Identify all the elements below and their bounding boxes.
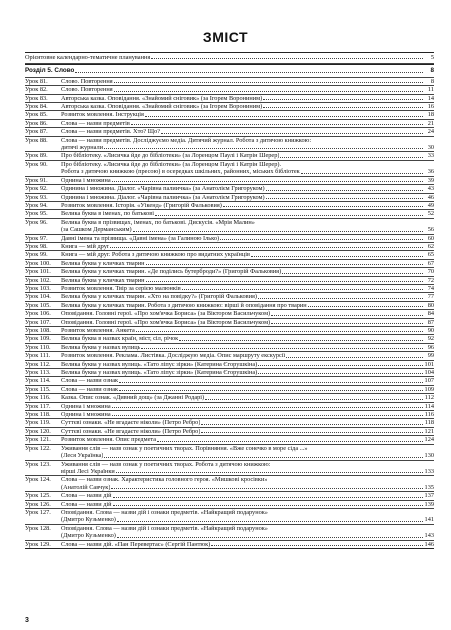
- lesson-number: Урок 91.: [25, 176, 48, 184]
- toc-entry: [25, 53, 434, 64]
- dot-leader: [113, 505, 423, 506]
- toc-entry: [25, 194, 434, 202]
- dot-leader: [111, 488, 423, 489]
- dot-leader: [263, 99, 423, 100]
- entry-title: Оповідання. Слова — назви дій і ознаки предметів. «Найкращий подарунок»: [61, 508, 268, 516]
- page-ref: 8: [430, 77, 434, 85]
- lesson-number: Урок 101.: [25, 268, 51, 276]
- page-ref: 90: [427, 327, 434, 334]
- toc-entry: [25, 361, 434, 369]
- lesson-number: Урок 112.: [25, 360, 51, 368]
- dot-leader: [133, 231, 423, 232]
- dot-leader: [146, 264, 423, 265]
- dot-leader: [201, 432, 423, 433]
- dot-leader: [117, 537, 423, 538]
- entry-title: Однина і множина: [61, 402, 111, 410]
- page-ref: 11: [427, 86, 434, 94]
- page-ref: 33: [427, 152, 434, 160]
- page-ref: 5: [430, 54, 434, 61]
- dot-leader: [113, 497, 423, 498]
- lesson-number: Урок 116.: [25, 394, 51, 402]
- dot-leader: [201, 424, 423, 425]
- page-ref: 43: [427, 185, 434, 193]
- page-ref: 118: [424, 419, 434, 427]
- entry-title: Оповідання. Головні герої. «Про хом'ячка Бориса» (за Віктором Васильчуком): [61, 310, 271, 318]
- entry-title: Розвиток мовлення. Опис предмета: [61, 436, 157, 444]
- dot-leader: [157, 441, 423, 442]
- toc-entry: [25, 268, 434, 276]
- dot-leader: [223, 206, 423, 207]
- toc-entry: [25, 476, 434, 492]
- dot-leader: [179, 340, 423, 341]
- lesson-number: Урок 85.: [25, 111, 48, 119]
- page-ref: 143: [424, 532, 434, 540]
- lesson-number: Урок 126.: [25, 500, 51, 508]
- toc-entry: [25, 128, 434, 136]
- entry-title: Оповідання. Слова — назви дій і ознаки предметів. «Найкращий подарунок»: [61, 524, 268, 532]
- entry-title: Про бібліотеку. «Лисичка йде до бібліотеки» (за Лоренцом Паулі і Катрін Шерер).: [61, 160, 282, 168]
- toc-entry: [25, 78, 434, 86]
- entry-title: (Дмитро Кузьменко): [61, 532, 116, 540]
- entry-title: Велика буква у кличках тварин. «Хто на повідку?» (Григорій Фальковия): [61, 293, 257, 301]
- entry-title: Велика буква у кличках тварин: [61, 259, 145, 267]
- page-ref: 80: [427, 301, 434, 309]
- entry-title: дитячі журнали: [61, 144, 104, 152]
- entry-title: Книга — мій друг: [61, 242, 110, 250]
- lesson-number: Урок 97.: [25, 234, 48, 242]
- lesson-number: Урок 114.: [25, 377, 51, 385]
- lesson-number: Урок 83.: [25, 94, 48, 102]
- dot-leader: [112, 415, 423, 416]
- entry-title: Слова — назви предметів: [61, 119, 130, 127]
- lesson-number: Урок 118.: [25, 411, 51, 419]
- page-ref: 109: [424, 385, 434, 393]
- lesson-number: Урок 110.: [25, 343, 51, 351]
- entry-title: Слово. Повторення: [61, 77, 113, 85]
- lesson-number: Урок 120.: [25, 427, 51, 435]
- entry-title: Розвиток мовлення. Реклама. Листівка. Досліджую медіа. Опис маршруту екскурсії: [61, 352, 286, 360]
- page-ref: 67: [427, 259, 434, 267]
- page-ref: 130: [424, 452, 434, 460]
- entry-title: Авторська казка. Оповідання. «Знайомий сніговик» (за Ігорем Ворониним): [61, 94, 263, 102]
- toc-entry: [25, 419, 434, 427]
- dot-leader: [251, 256, 423, 257]
- lesson-number: Урок 93.: [25, 193, 48, 201]
- lesson-number: Урок 125.: [25, 492, 51, 500]
- entry-title: Велика буква у назвах вулиць: [61, 343, 141, 351]
- dot-leader: [116, 472, 423, 473]
- page-ref: 139: [424, 500, 434, 508]
- dot-leader: [75, 72, 423, 73]
- entry-title: Слова — назви дій. «Пан Перевертас» (Сергій Пантюк): [61, 540, 211, 548]
- lesson-number: Урок 89.: [25, 152, 48, 160]
- lesson-number: Урок 105.: [25, 301, 51, 309]
- lesson-number: Урок 127.: [25, 508, 51, 516]
- page-ref: 74: [427, 284, 434, 292]
- lesson-number: Урок 119.: [25, 419, 51, 427]
- toc-entry: [25, 277, 434, 285]
- entry-title: Велика буква в назвах країн, міст, сіл, річок: [61, 335, 179, 343]
- entry-title: Давні імена та прізвища. «Давні імена» (за Галиною Ілько): [61, 234, 220, 242]
- dot-leader: [266, 190, 423, 191]
- lesson-number: Урок 117.: [25, 402, 51, 410]
- dot-leader: [220, 239, 423, 240]
- page-ref: 18: [427, 111, 434, 119]
- lesson-number: Урок 102.: [25, 276, 51, 284]
- entry-title: Велика буква в іменах, по батькові: [61, 210, 154, 218]
- lesson-number: Урок 84.: [25, 103, 48, 111]
- lesson-number: Урок 106.: [25, 310, 51, 318]
- dot-leader: [282, 273, 423, 274]
- page-ref: 135: [424, 483, 434, 491]
- entry-title: Слова — назви ознак: [61, 385, 119, 393]
- entry-title: Авторська казка. Оповідання. «Знайомий сніговик» (за Ігорем Ворониним): [61, 103, 263, 111]
- toc-entry: [25, 137, 434, 153]
- page-ref: 30: [427, 144, 434, 152]
- entry-title: Однина і множина: [61, 411, 111, 419]
- page-ref: 24: [427, 128, 434, 136]
- toc-entry: [25, 369, 434, 377]
- dot-leader: [263, 107, 423, 108]
- toc-entry: [25, 352, 434, 360]
- dot-leader: [205, 399, 423, 400]
- page-ref: 39: [427, 176, 434, 184]
- dot-leader: [280, 157, 423, 158]
- lesson-number: Урок 107.: [25, 318, 51, 326]
- dot-leader: [151, 58, 423, 59]
- entry-title: (Дмитро Кузьменко): [61, 516, 116, 524]
- lesson-number: Урок 104.: [25, 293, 51, 301]
- toc-entry: [25, 310, 434, 318]
- page-ref: 96: [427, 343, 434, 351]
- toc-entry: [25, 541, 434, 548]
- toc-entry: [25, 152, 434, 160]
- dot-leader: [136, 331, 423, 332]
- entry-title: Уживання слів — назв ознак у поетичних творах. Порівняння. «Вже сонечко в море сіда ...»: [61, 444, 308, 452]
- toc-entry: [25, 344, 434, 352]
- lesson-number: Урок 123.: [25, 460, 51, 468]
- entry-title: Одинина і множина. Діалог. «Чарівна палиичка» (за Анатолієм Григоруком): [61, 193, 265, 201]
- toc-entry: [25, 377, 434, 385]
- lesson-number: Урок 94.: [25, 201, 48, 209]
- dot-leader: [301, 173, 423, 174]
- page-ref: 146: [424, 540, 434, 548]
- dot-leader: [182, 289, 423, 290]
- page-ref: 87: [427, 318, 434, 326]
- lesson-number: Урок 92.: [25, 185, 48, 193]
- dot-leader: [286, 357, 423, 358]
- toc-entry: [25, 95, 434, 103]
- page-ref: 112: [424, 394, 434, 402]
- toc-entry: [25, 428, 434, 436]
- page-title: ЗМІСТ: [202, 29, 249, 45]
- entry-title: Розвиток мовлення. Інструкція: [61, 111, 144, 119]
- page-ref: 46: [427, 193, 434, 201]
- page-ref: 141: [424, 516, 434, 524]
- entry-title: Робота з дитячою книжкою (пресою) в осередках шкільних, районних, міських бібліотек: [61, 168, 300, 176]
- lesson-number: Урок 113.: [25, 369, 51, 377]
- entry-title: вірші Лесі Українки: [61, 467, 115, 475]
- toc-entry: [25, 411, 434, 419]
- entry-title: Велика буква у назвах вулиць. «Тато ліпус зірки» (Катерина Єгорушкіна): [61, 360, 258, 368]
- toc-entry: [25, 161, 434, 177]
- toc-entry: [25, 177, 434, 185]
- lesson-number: Урок 122.: [25, 444, 51, 452]
- toc-entry: [25, 103, 434, 111]
- lesson-number: Урок 109.: [25, 335, 51, 343]
- lesson-number: Урок 111.: [25, 352, 51, 360]
- toc-entry: [25, 86, 434, 94]
- lesson-number: Урок 124.: [25, 476, 51, 484]
- entry-title: Велика буква у назвах вулиць. «Тато ліпус зірки» (Катерина Єгорушкіна): [61, 369, 258, 377]
- page-ref: 49: [427, 201, 434, 209]
- lesson-number: Урок 82.: [25, 86, 48, 94]
- toc-entry: [25, 492, 434, 500]
- page-ref: 14: [427, 94, 434, 102]
- entry-title: Велика буква у кличках тварин. Робота з дитячою книжкою: вірші й оповідання про тварин: [61, 301, 307, 309]
- toc-entry: [25, 111, 434, 119]
- entry-title: (за Сашком Дерманським): [61, 226, 132, 234]
- lesson-number: Урок 115.: [25, 385, 51, 393]
- page-ref: 107: [424, 377, 434, 385]
- entry-title: Слово. Повторення: [61, 86, 113, 94]
- entry-title: Розвиток мовлення. Твір за серією малюнків: [61, 284, 181, 292]
- page-ref: 62: [427, 242, 434, 250]
- entry-title: Велика буква в прізвищах, іменах, по батькові. Дискусія. «Мрія Малин»: [61, 218, 255, 226]
- dot-leader: [308, 306, 423, 307]
- table-of-contents: [25, 52, 434, 549]
- entry-title: Орієнтовне календарно-тематичне планування: [25, 54, 151, 61]
- lesson-number: Урок 81.: [25, 77, 48, 85]
- dot-leader: [119, 382, 423, 383]
- toc-entry: [25, 335, 434, 343]
- dot-leader: [117, 521, 423, 522]
- toc-entry: [25, 202, 434, 210]
- entry-title: Слова — назви предметів. Хто? Що?: [61, 128, 161, 136]
- lesson-number: Урок 88.: [25, 136, 48, 144]
- entry-title: Слова — назви ознак. Характеристика головного героя. «Мишкові кросівки»: [61, 476, 268, 484]
- page-ref: 56: [427, 226, 434, 234]
- entry-title: Розвиток мовлення. Анкета: [61, 327, 135, 334]
- entry-title: Розділ 5. Слово: [25, 67, 75, 75]
- page-ref: 92: [427, 335, 434, 343]
- toc-entry: [25, 525, 434, 541]
- toc-entry: [25, 327, 434, 335]
- dot-leader: [271, 323, 423, 324]
- page-ref: 77: [427, 293, 434, 301]
- page-ref: 65: [427, 251, 434, 259]
- entry-title: Уживання слів — назв ознак у поетичних творах. Робота з дитячою книжкою:: [61, 460, 271, 468]
- toc-entry: [25, 461, 434, 477]
- toc-entry: [25, 386, 434, 394]
- dot-leader: [104, 457, 423, 458]
- entry-title: Слова — назви предметів. Досліджуємо медіа. Дитячий журнал. Робота з дитячою книжкою:: [61, 136, 312, 144]
- page-ref: 101: [424, 360, 434, 368]
- toc-entry: [25, 293, 434, 301]
- dot-leader: [114, 82, 423, 83]
- page-ref: 36: [427, 168, 434, 176]
- page-ref: 21: [427, 119, 434, 127]
- page-ref: 124: [424, 436, 434, 444]
- dot-leader: [258, 373, 423, 374]
- page-ref: 114: [424, 402, 434, 410]
- toc-entry: [25, 251, 434, 259]
- dot-leader: [131, 124, 423, 125]
- toc-entry: [25, 120, 434, 128]
- toc-entry: [25, 210, 434, 218]
- entry-title: Суттєві ознаки. «Не вгадаєте ніколи» (Петро Ребро): [61, 419, 201, 427]
- page-ref: 84: [427, 310, 434, 318]
- entry-title: Розвиток мовлення. Історія. «Уікенд» (Григорій Фальковия): [61, 201, 222, 209]
- entry-title: Велика буква у кличках тварин. «Де поділись бутерброди?» (Григорій Фальковия): [61, 268, 282, 276]
- entry-title: Однина і множина: [61, 176, 111, 184]
- dot-leader: [258, 298, 423, 299]
- dot-leader: [112, 407, 423, 408]
- dot-leader: [114, 91, 423, 92]
- dot-leader: [146, 281, 423, 282]
- section-heading: [25, 64, 434, 77]
- page-number: 3: [25, 617, 29, 624]
- page-ref: 8: [430, 67, 434, 75]
- lesson-number: Урок 108.: [25, 327, 51, 334]
- toc-entry: [25, 185, 434, 193]
- page-ref: 99: [427, 352, 434, 360]
- page-ref: 116: [424, 411, 434, 419]
- dot-leader: [161, 133, 423, 134]
- page-ref: 16: [427, 103, 434, 111]
- lesson-number: Урок 96.: [25, 218, 48, 226]
- entry-title: Про бібліотеку. «Лисичка йде до бібліотеки» (за Лоренцом Паулі і Катрін Шерер): [61, 152, 280, 160]
- entry-title: Велика буква у кличках тварин: [61, 276, 145, 284]
- toc-entry: [25, 235, 434, 243]
- lesson-number: Урок 100.: [25, 259, 51, 267]
- dot-leader: [211, 545, 423, 546]
- toc-entry: [25, 403, 434, 411]
- toc-entry: [25, 436, 434, 444]
- toc-entry: [25, 260, 434, 268]
- entry-title: Книга — мій друг. Робота з дитячою книжкою про видатних українців: [61, 251, 250, 259]
- toc-entry: [25, 285, 434, 293]
- entry-title: (Анатолій Савчук): [61, 483, 111, 491]
- toc-entry: [25, 219, 434, 235]
- lesson-number: Урок 98.: [25, 242, 48, 250]
- page-ref: 137: [424, 492, 434, 500]
- lesson-number: Урок 129.: [25, 540, 51, 548]
- page-ref: 60: [427, 234, 434, 242]
- toc-entry: [25, 319, 434, 327]
- entry-title: Слова — назви дій: [61, 492, 112, 500]
- toc-entry: [25, 394, 434, 402]
- page-ref: 70: [427, 268, 434, 276]
- entry-title: Одинина і множина. Діалог. «Чарівна палиичка» (за Анатолієм Григоруком): [61, 185, 265, 193]
- page-ref: 104: [424, 369, 434, 377]
- dot-leader: [266, 198, 423, 199]
- toc-entry: [25, 243, 434, 251]
- page-ref: 133: [424, 467, 434, 475]
- lesson-number: Урок 128.: [25, 524, 51, 532]
- entry-title: Суттєві ознаки. «Не вгадаєте ніколи» (Петро Ребро): [61, 427, 201, 435]
- dot-leader: [141, 348, 423, 349]
- lesson-number: Урок 87.: [25, 128, 48, 136]
- dot-leader: [271, 315, 423, 316]
- dot-leader: [145, 116, 423, 117]
- dot-leader: [110, 247, 423, 248]
- dot-leader: [119, 390, 423, 391]
- lesson-number: Урок 90.: [25, 160, 48, 168]
- dot-leader: [104, 148, 423, 149]
- dot-leader: [112, 181, 423, 182]
- entry-title: Казка. Опис ознак. «Дивний дощ» (за Джанні Родарі): [61, 394, 205, 402]
- entry-title: (Леся Українка): [61, 452, 104, 460]
- lesson-number: Урок 86.: [25, 119, 48, 127]
- toc-entry: [25, 501, 434, 509]
- page-ref: 52: [427, 210, 434, 218]
- page-ref: 72: [427, 276, 434, 284]
- dot-leader: [258, 365, 423, 366]
- entry-title: Слова — назви ознак: [61, 377, 119, 385]
- entry-title: Слова — назви дій: [61, 500, 112, 508]
- toc-entry: [25, 509, 434, 525]
- lesson-number: Урок 103.: [25, 284, 51, 292]
- lesson-number: Урок 99.: [25, 251, 48, 259]
- lesson-number: Урок 121.: [25, 436, 51, 444]
- page-ref: 121: [424, 427, 434, 435]
- dot-leader: [155, 215, 423, 216]
- entry-title: Оповідання. Головні герої. «Про хом'ячка Бориса» (за Віктором Васильчуком): [61, 318, 271, 326]
- toc-entry: [25, 302, 434, 310]
- toc-entry: [25, 445, 434, 461]
- lesson-number: Урок 95.: [25, 210, 48, 218]
